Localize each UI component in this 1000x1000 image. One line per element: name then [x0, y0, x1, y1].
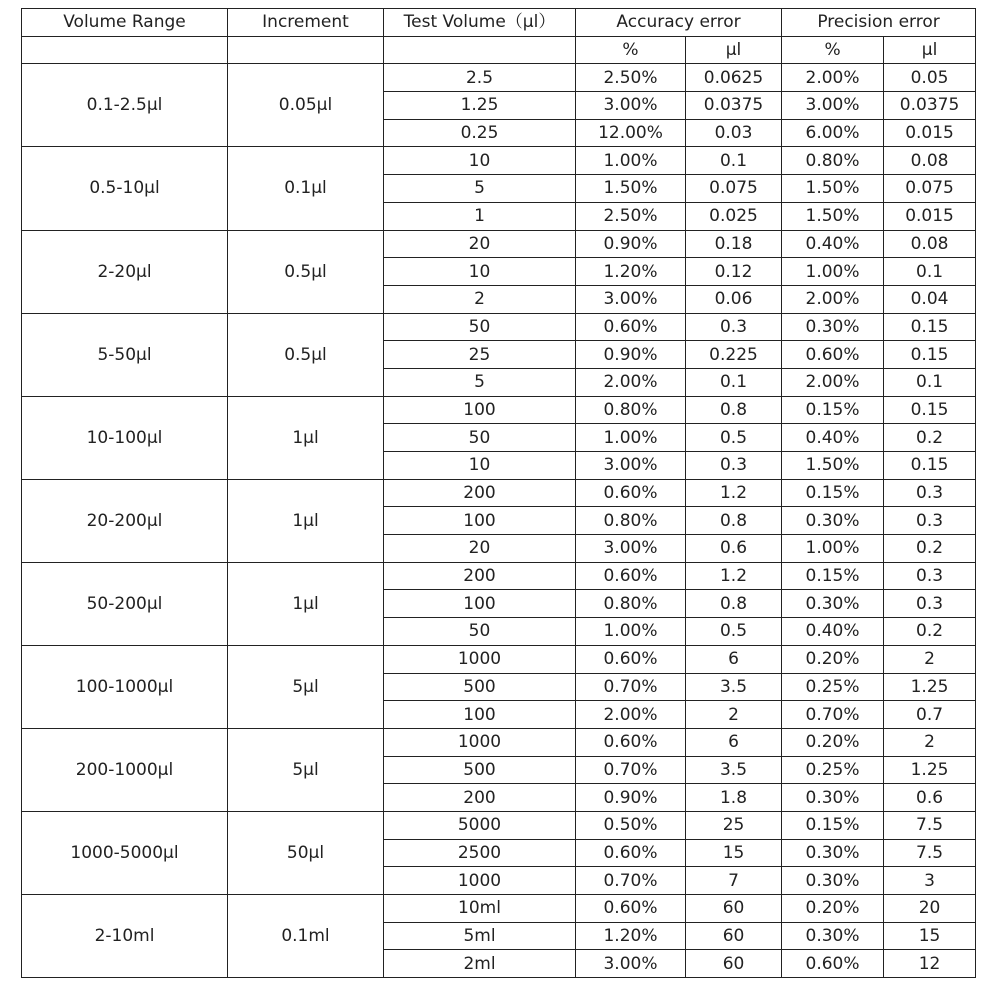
accuracy-ul-cell: 0.18	[686, 230, 782, 258]
volume-range-cell: 0.5-10μl	[22, 147, 228, 230]
accuracy-percent-cell: 1.20%	[576, 258, 686, 286]
test-volume-cell: 1	[384, 202, 576, 230]
precision-ul-cell: 0.08	[884, 147, 976, 175]
test-volume-cell: 2ml	[384, 950, 576, 978]
accuracy-percent-cell: 0.60%	[576, 645, 686, 673]
increment-cell: 0.5μl	[228, 230, 384, 313]
precision-ul-cell: 12	[884, 950, 976, 978]
accuracy-percent-cell: 2.00%	[576, 368, 686, 396]
volume-range-cell: 1000-5000μl	[22, 811, 228, 894]
accuracy-ul-cell: 0.8	[686, 590, 782, 618]
test-volume-cell: 5	[384, 368, 576, 396]
accuracy-ul-cell: 15	[686, 839, 782, 867]
accuracy-percent-cell: 0.80%	[576, 507, 686, 535]
accuracy-ul-cell: 2	[686, 701, 782, 729]
precision-percent-cell: 0.25%	[782, 673, 884, 701]
table-header	[22, 9, 976, 64]
header-row	[22, 9, 976, 37]
table-row	[22, 313, 976, 341]
precision-ul-cell: 0.2	[884, 535, 976, 563]
increment-cell: 5μl	[228, 728, 384, 811]
accuracy-ul-cell: 0.3	[686, 452, 782, 480]
accuracy-percent-cell: 0.90%	[576, 341, 686, 369]
volume-range-cell: 50-200μl	[22, 562, 228, 645]
increment-cell: 50μl	[228, 811, 384, 894]
accuracy-ul-cell: 0.1	[686, 368, 782, 396]
table-row	[22, 895, 976, 923]
table-row	[22, 645, 976, 673]
precision-ul-cell: 1.25	[884, 673, 976, 701]
test-volume-cell: 5ml	[384, 922, 576, 950]
precision-ul-cell: 3	[884, 867, 976, 895]
precision-percent-cell: 0.25%	[782, 756, 884, 784]
accuracy-percent-cell: 1.00%	[576, 147, 686, 175]
precision-percent-cell: 0.30%	[782, 590, 884, 618]
table-row	[22, 479, 976, 507]
test-volume-cell: 10	[384, 258, 576, 286]
accuracy-percent-cell: 0.60%	[576, 895, 686, 923]
precision-ul-cell: 0.015	[884, 119, 976, 147]
volume-range-cell: 20-200μl	[22, 479, 228, 562]
precision-ul-cell: 0.0375	[884, 92, 976, 120]
accuracy-percent-cell: 2.00%	[576, 701, 686, 729]
precision-percent-cell: 0.15%	[782, 811, 884, 839]
test-volume-cell: 200	[384, 562, 576, 590]
accuracy-percent-cell: 3.00%	[576, 452, 686, 480]
accuracy-ul-cell: 3.5	[686, 756, 782, 784]
header-test-volume: Test Volume（μl）	[384, 9, 576, 37]
accuracy-ul-cell: 0.8	[686, 396, 782, 424]
test-volume-cell: 10ml	[384, 895, 576, 923]
accuracy-ul-cell: 0.5	[686, 618, 782, 646]
accuracy-percent-cell: 12.00%	[576, 119, 686, 147]
accuracy-percent-cell: 0.60%	[576, 562, 686, 590]
volume-range-cell: 0.1-2.5μl	[22, 64, 228, 147]
precision-percent-cell: 0.60%	[782, 341, 884, 369]
test-volume-cell: 500	[384, 673, 576, 701]
accuracy-ul-cell: 0.075	[686, 175, 782, 203]
precision-percent-cell: 0.15%	[782, 562, 884, 590]
header-volume-range: Volume Range	[22, 9, 228, 37]
precision-percent-cell: 2.00%	[782, 285, 884, 313]
test-volume-cell: 20	[384, 535, 576, 563]
test-volume-cell: 200	[384, 784, 576, 812]
precision-percent-cell: 0.30%	[782, 839, 884, 867]
accuracy-percent-cell: 3.00%	[576, 950, 686, 978]
accuracy-percent-cell: 3.00%	[576, 92, 686, 120]
accuracy-ul-cell: 6	[686, 728, 782, 756]
precision-percent-cell: 0.30%	[782, 867, 884, 895]
test-volume-cell: 0.25	[384, 119, 576, 147]
test-volume-cell: 2	[384, 285, 576, 313]
subheader-accuracy-ul: μl	[686, 36, 782, 64]
accuracy-percent-cell: 1.20%	[576, 922, 686, 950]
test-volume-cell: 2500	[384, 839, 576, 867]
test-volume-cell: 5000	[384, 811, 576, 839]
test-volume-cell: 50	[384, 313, 576, 341]
accuracy-percent-cell: 1.00%	[576, 424, 686, 452]
test-volume-cell: 500	[384, 756, 576, 784]
pipette-spec-table	[21, 8, 976, 978]
table-row	[22, 728, 976, 756]
precision-percent-cell: 1.00%	[782, 535, 884, 563]
header-accuracy-error: Accuracy error	[576, 9, 782, 37]
precision-ul-cell: 0.3	[884, 479, 976, 507]
precision-ul-cell: 0.075	[884, 175, 976, 203]
volume-range-cell: 2-10ml	[22, 895, 228, 978]
accuracy-percent-cell: 0.60%	[576, 728, 686, 756]
accuracy-ul-cell: 0.12	[686, 258, 782, 286]
accuracy-percent-cell: 0.90%	[576, 230, 686, 258]
test-volume-cell: 100	[384, 701, 576, 729]
test-volume-cell: 20	[384, 230, 576, 258]
accuracy-ul-cell: 6	[686, 645, 782, 673]
precision-percent-cell: 0.30%	[782, 784, 884, 812]
header-increment: Increment	[228, 9, 384, 37]
accuracy-ul-cell: 0.06	[686, 285, 782, 313]
accuracy-percent-cell: 0.60%	[576, 839, 686, 867]
accuracy-ul-cell: 0.3	[686, 313, 782, 341]
header-precision-error: Precision error	[782, 9, 976, 37]
precision-ul-cell: 7.5	[884, 839, 976, 867]
precision-percent-cell: 1.50%	[782, 452, 884, 480]
precision-ul-cell: 0.15	[884, 341, 976, 369]
test-volume-cell: 100	[384, 507, 576, 535]
test-volume-cell: 1000	[384, 645, 576, 673]
precision-percent-cell: 0.20%	[782, 728, 884, 756]
precision-ul-cell: 0.1	[884, 368, 976, 396]
precision-percent-cell: 1.50%	[782, 175, 884, 203]
increment-cell: 0.1μl	[228, 147, 384, 230]
precision-percent-cell: 3.00%	[782, 92, 884, 120]
table-row	[22, 811, 976, 839]
accuracy-ul-cell: 0.03	[686, 119, 782, 147]
precision-ul-cell: 0.15	[884, 313, 976, 341]
subheader-empty	[228, 36, 384, 64]
precision-percent-cell: 0.40%	[782, 618, 884, 646]
subheader-row	[22, 36, 976, 64]
test-volume-cell: 2.5	[384, 64, 576, 92]
table-row	[22, 64, 976, 92]
precision-ul-cell: 2	[884, 728, 976, 756]
precision-ul-cell: 2	[884, 645, 976, 673]
test-volume-cell: 100	[384, 590, 576, 618]
subheader-empty	[384, 36, 576, 64]
subheader-precision-percent: %	[782, 36, 884, 64]
accuracy-percent-cell: 0.60%	[576, 313, 686, 341]
accuracy-ul-cell: 3.5	[686, 673, 782, 701]
volume-range-cell: 2-20μl	[22, 230, 228, 313]
accuracy-percent-cell: 2.50%	[576, 202, 686, 230]
accuracy-percent-cell: 2.50%	[576, 64, 686, 92]
precision-percent-cell: 2.00%	[782, 368, 884, 396]
table-row	[22, 562, 976, 590]
accuracy-percent-cell: 1.00%	[576, 618, 686, 646]
precision-percent-cell: 0.30%	[782, 922, 884, 950]
precision-percent-cell: 0.15%	[782, 479, 884, 507]
precision-percent-cell: 0.20%	[782, 895, 884, 923]
subheader-accuracy-percent: %	[576, 36, 686, 64]
precision-ul-cell: 1.25	[884, 756, 976, 784]
table-body	[22, 64, 976, 978]
precision-ul-cell: 0.3	[884, 562, 976, 590]
precision-percent-cell: 0.80%	[782, 147, 884, 175]
test-volume-cell: 200	[384, 479, 576, 507]
test-volume-cell: 1000	[384, 728, 576, 756]
increment-cell: 1μl	[228, 479, 384, 562]
precision-percent-cell: 0.30%	[782, 507, 884, 535]
accuracy-ul-cell: 0.1	[686, 147, 782, 175]
accuracy-ul-cell: 0.5	[686, 424, 782, 452]
subheader-empty	[22, 36, 228, 64]
precision-ul-cell: 0.1	[884, 258, 976, 286]
test-volume-cell: 10	[384, 147, 576, 175]
accuracy-percent-cell: 0.50%	[576, 811, 686, 839]
precision-percent-cell: 0.70%	[782, 701, 884, 729]
accuracy-percent-cell: 1.50%	[576, 175, 686, 203]
accuracy-percent-cell: 0.80%	[576, 590, 686, 618]
accuracy-percent-cell: 0.70%	[576, 867, 686, 895]
accuracy-ul-cell: 7	[686, 867, 782, 895]
test-volume-cell: 50	[384, 618, 576, 646]
accuracy-ul-cell: 60	[686, 950, 782, 978]
accuracy-percent-cell: 0.80%	[576, 396, 686, 424]
accuracy-ul-cell: 60	[686, 922, 782, 950]
volume-range-cell: 5-50μl	[22, 313, 228, 396]
precision-ul-cell: 0.3	[884, 507, 976, 535]
volume-range-cell: 100-1000μl	[22, 645, 228, 728]
accuracy-percent-cell: 0.60%	[576, 479, 686, 507]
test-volume-cell: 25	[384, 341, 576, 369]
test-volume-cell: 10	[384, 452, 576, 480]
precision-percent-cell: 0.20%	[782, 645, 884, 673]
accuracy-percent-cell: 3.00%	[576, 285, 686, 313]
accuracy-percent-cell: 0.90%	[576, 784, 686, 812]
accuracy-percent-cell: 3.00%	[576, 535, 686, 563]
accuracy-ul-cell: 25	[686, 811, 782, 839]
increment-cell: 0.05μl	[228, 64, 384, 147]
precision-ul-cell: 0.2	[884, 424, 976, 452]
test-volume-cell: 5	[384, 175, 576, 203]
increment-cell: 1μl	[228, 396, 384, 479]
accuracy-ul-cell: 0.0375	[686, 92, 782, 120]
table-row	[22, 147, 976, 175]
accuracy-ul-cell: 1.8	[686, 784, 782, 812]
accuracy-ul-cell: 0.6	[686, 535, 782, 563]
precision-ul-cell: 0.08	[884, 230, 976, 258]
precision-percent-cell: 0.15%	[782, 396, 884, 424]
volume-range-cell: 10-100μl	[22, 396, 228, 479]
accuracy-percent-cell: 0.70%	[576, 673, 686, 701]
test-volume-cell: 100	[384, 396, 576, 424]
increment-cell: 0.5μl	[228, 313, 384, 396]
accuracy-ul-cell: 0.025	[686, 202, 782, 230]
test-volume-cell: 1.25	[384, 92, 576, 120]
precision-percent-cell: 2.00%	[782, 64, 884, 92]
accuracy-ul-cell: 1.2	[686, 562, 782, 590]
precision-ul-cell: 15	[884, 922, 976, 950]
precision-percent-cell: 1.00%	[782, 258, 884, 286]
accuracy-ul-cell: 0.0625	[686, 64, 782, 92]
volume-range-cell: 200-1000μl	[22, 728, 228, 811]
test-volume-cell: 1000	[384, 867, 576, 895]
accuracy-percent-cell: 0.70%	[576, 756, 686, 784]
precision-ul-cell: 7.5	[884, 811, 976, 839]
test-volume-cell: 50	[384, 424, 576, 452]
accuracy-ul-cell: 0.225	[686, 341, 782, 369]
precision-percent-cell: 0.40%	[782, 230, 884, 258]
accuracy-ul-cell: 0.8	[686, 507, 782, 535]
increment-cell: 0.1ml	[228, 895, 384, 978]
precision-ul-cell: 0.015	[884, 202, 976, 230]
table-row	[22, 230, 976, 258]
precision-percent-cell: 1.50%	[782, 202, 884, 230]
precision-percent-cell: 6.00%	[782, 119, 884, 147]
accuracy-ul-cell: 1.2	[686, 479, 782, 507]
precision-ul-cell: 0.15	[884, 396, 976, 424]
increment-cell: 5μl	[228, 645, 384, 728]
precision-ul-cell: 0.3	[884, 590, 976, 618]
precision-ul-cell: 0.05	[884, 64, 976, 92]
precision-percent-cell: 0.40%	[782, 424, 884, 452]
precision-ul-cell: 0.15	[884, 452, 976, 480]
accuracy-ul-cell: 60	[686, 895, 782, 923]
precision-percent-cell: 0.60%	[782, 950, 884, 978]
table-row	[22, 396, 976, 424]
precision-ul-cell: 0.2	[884, 618, 976, 646]
precision-ul-cell: 20	[884, 895, 976, 923]
precision-ul-cell: 0.6	[884, 784, 976, 812]
precision-ul-cell: 0.04	[884, 285, 976, 313]
precision-ul-cell: 0.7	[884, 701, 976, 729]
subheader-precision-ul: μl	[884, 36, 976, 64]
precision-percent-cell: 0.30%	[782, 313, 884, 341]
increment-cell: 1μl	[228, 562, 384, 645]
